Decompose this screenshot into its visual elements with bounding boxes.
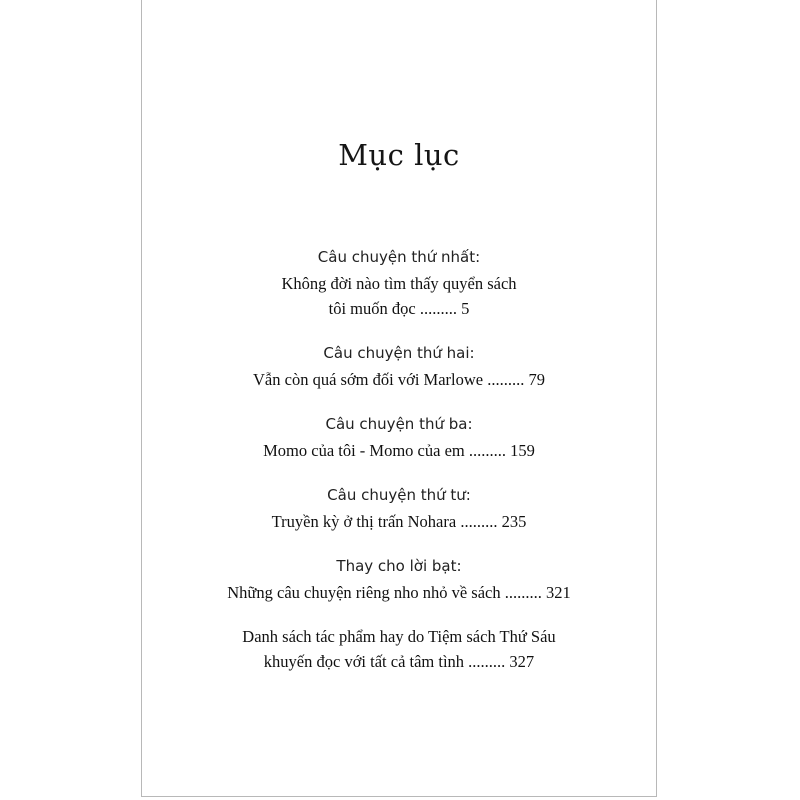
toc-entry-line: khuyến đọc với tất cả tâm tình ......... 327 <box>263 652 535 671</box>
toc-entry-line: Momo của tôi - Momo của em ......... 159 <box>263 441 535 460</box>
toc-entry-line: Vẫn còn quá sớm đối với Marlowe ......... 79 <box>253 370 545 389</box>
toc-section-heading: Câu chuyện thứ hai: <box>323 344 475 362</box>
toc-entry-line: Danh sách tác phẩm hay do Tiệm sách Thứ Sáu <box>242 627 556 646</box>
toc-section-heading: Thay cho lời bạt: <box>336 557 462 575</box>
toc-entry-line: Không đời nào tìm thấy quyển sách <box>281 274 517 293</box>
book-page <box>141 0 657 797</box>
toc-entry-line: Những câu chuyện riêng nho nhỏ về sách ......... 321 <box>227 583 571 602</box>
table-of-contents <box>142 244 656 674</box>
toc-section-heading: Câu chuyện thứ tư: <box>327 486 471 504</box>
toc-section-heading: Câu chuyện thứ nhất: <box>317 248 481 266</box>
toc-entry-afterword <box>142 553 656 605</box>
toc-entry-line: tôi muốn đọc ......... 5 <box>328 299 470 318</box>
toc-section-heading: Câu chuyện thứ ba: <box>325 415 473 433</box>
toc-entry-line: Truyền kỳ ở thị trấn Nohara ......... 235 <box>271 512 527 531</box>
toc-entry-story-3 <box>142 411 656 463</box>
toc-entry-story-2 <box>142 340 656 392</box>
toc-entry-story-1 <box>142 244 656 321</box>
toc-entry-book-list <box>142 624 656 674</box>
page-title: Mục lục <box>338 138 460 172</box>
toc-entry-story-4 <box>142 482 656 534</box>
